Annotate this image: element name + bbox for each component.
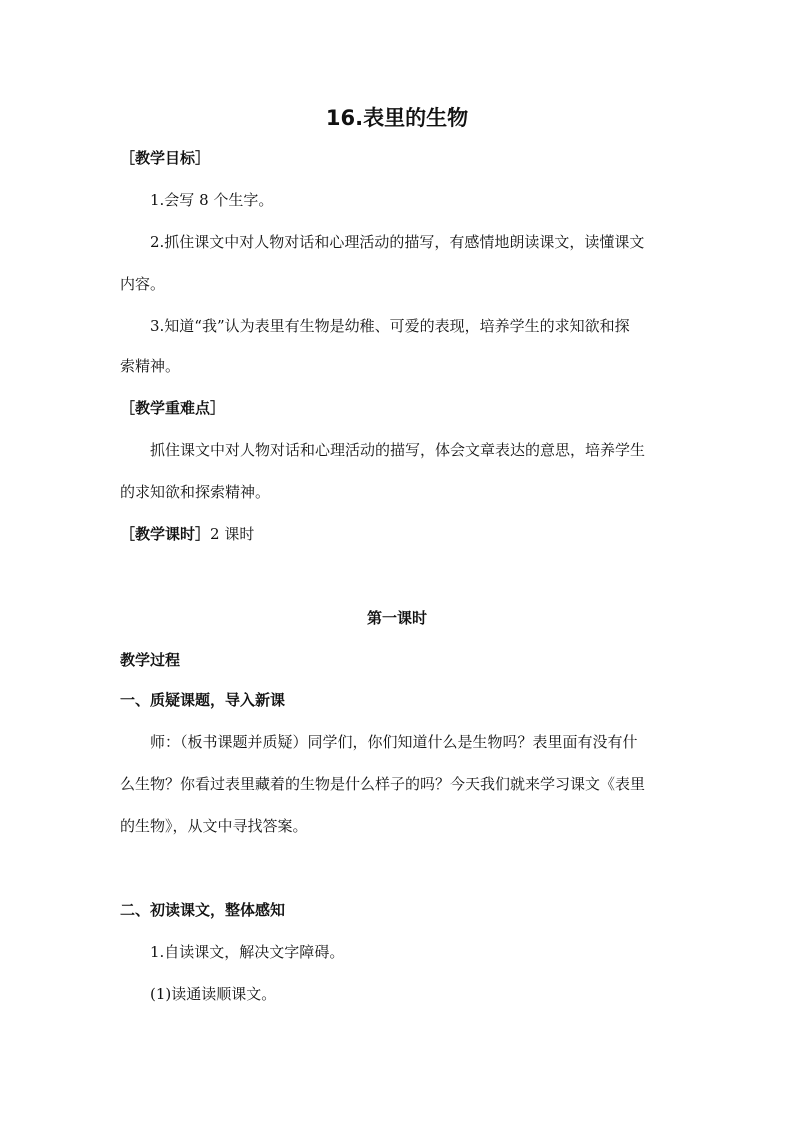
- section-2-heading: 二、初读课文，整体感知: [120, 901, 286, 919]
- objective-item-3-line-1: 3.知道“我”认为表里有生物是幼稚、可爱的表现，培养学生的求知欲和探: [150, 317, 630, 335]
- class-hours-heading: ［教学课时］: [120, 525, 211, 543]
- section-2-sub-1: (1)读通读顺课文。: [150, 985, 277, 1003]
- class-hours-value: 2 课时: [210, 525, 255, 543]
- process-heading: 教学过程: [120, 651, 181, 669]
- section-1-line-2: 么生物？你看过表里藏着的生物是什么样子的吗？今天我们就来学习课文《表里: [120, 775, 646, 793]
- key-points-line-2: 的求知欲和探索精神。: [120, 483, 271, 501]
- objectives-heading: ［教学目标］: [120, 149, 211, 167]
- objective-item-1: 1.会写 8 个生字。: [150, 191, 274, 209]
- section-2-item-1: 1.自读课文，解决文字障碍。: [150, 943, 345, 961]
- key-points-heading: ［教学重难点］: [120, 399, 226, 417]
- lesson-title: 第一课时: [366, 609, 427, 627]
- document-title: 16.表里的生物: [325, 106, 469, 130]
- objective-item-3-line-2: 索精神。: [120, 357, 181, 375]
- objective-item-2-line-1: 2.抓住课文中对人物对话和心理活动的描写，有感情地朗读课文，读懂课文: [150, 233, 645, 251]
- section-1-line-1: 师：（板书课题并质疑）同学们，你们知道什么是生物吗？表里面有没有什: [150, 733, 638, 751]
- key-points-line-1: 抓住课文中对人物对话和心理活动的描写，体会文章表达的意思，培养学生: [150, 441, 646, 459]
- section-1-line-3: 的生物》，从文中寻找答案。: [120, 817, 308, 835]
- section-1-heading: 一、质疑课题，导入新课: [120, 691, 286, 709]
- class-hours-row: [120, 524, 254, 544]
- objective-item-2-line-2: 内容。: [120, 275, 166, 293]
